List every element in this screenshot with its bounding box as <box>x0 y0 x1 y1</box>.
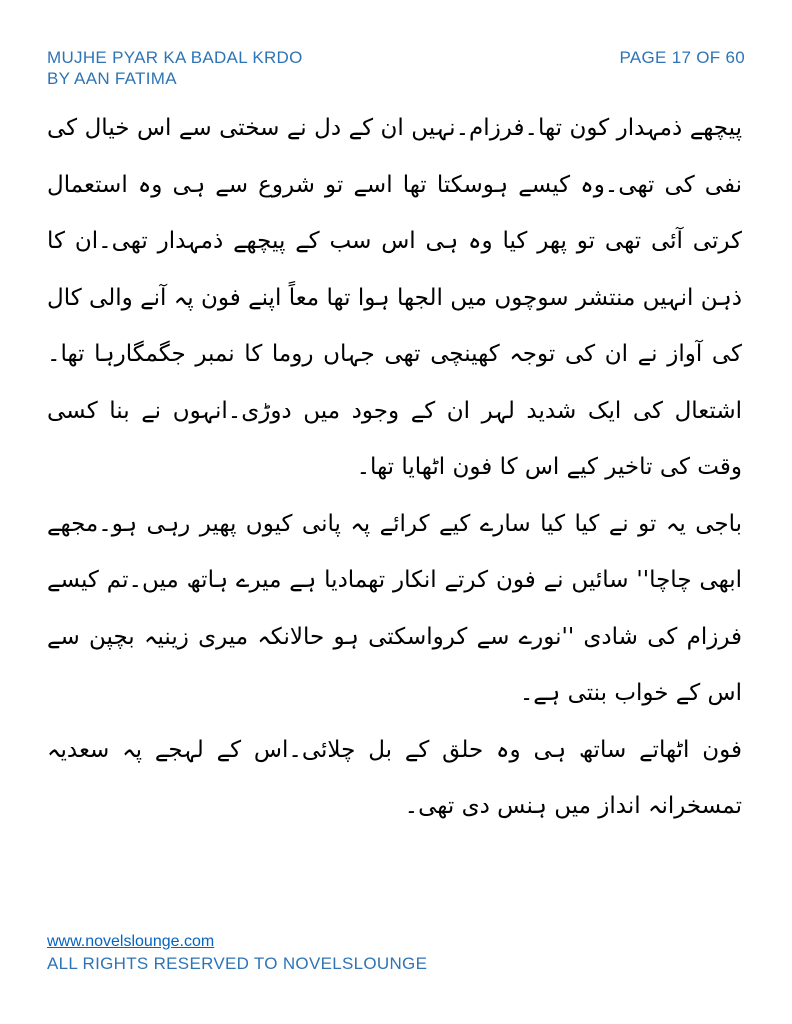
body-paragraph: فون اٹھاتے ساتھ ہی وہ حلق کے بل چلائی۔اس کے لہجے پہ سعدیہ تمسخرانہ انداز میں ہنس دی تھی۔ <box>47 736 742 819</box>
website-link[interactable]: www.novelslounge.com <box>47 933 215 950</box>
rights-notice: ALL RIGHTS RESERVED TO NOVELSLOUNGE <box>47 954 428 973</box>
page-header-left <box>47 47 303 89</box>
novel-title: MUJHE PYAR KA BADAL KRDO <box>47 48 303 67</box>
page-footer <box>47 931 427 975</box>
body-paragraph: باجی یہ تو نے کیا کیا سارے کیے کرائے پہ پانی کیوں پھیر رہی ہو۔مجھے ابھی چاچا'' سائیں نے فون کرتے انکار تھمادیا ہے میرے ہاتھ میں۔تم کیسے فرزام کی شادی ''نورے سے کرواسکتی ہو حالانکہ میری زینیہ بچپن سے اس کے خواب بنتی ہے۔ <box>47 510 742 706</box>
page-number: PAGE 17 OF 60 <box>619 48 745 67</box>
body-paragraph: پیچھے ذمہدار کون تھا۔فرزام۔نہیں ان کے دل نے سختی سے اس خیال کی نفی کی تھی۔وہ کیسے ہوسکتا تھا اسے تو شروع سے ہی وہ استعمال کرتی آئی تھی تو پھر کیا وہ ہی اس سب کے پیچھے ذمہدار تھی۔ان کا ذہن انہیں منتشر سوچوں میں الجھا ہوا تھا معاً اپنے فون پہ آنے والی کال کی آواز نے ان کی توجہ کھینچی تھی جہاں روما کا نمبر جگمگارہا تھا۔اشتعال کی ایک شدید لہر ان کے وجود میں دوڑی۔انہوں نے بنا کسی وقت کی تاخیر کیے اس کا فون اٹھایا تھا۔ <box>47 115 742 480</box>
document-body <box>47 100 742 835</box>
author-byline: BY AAN FATIMA <box>47 69 177 88</box>
